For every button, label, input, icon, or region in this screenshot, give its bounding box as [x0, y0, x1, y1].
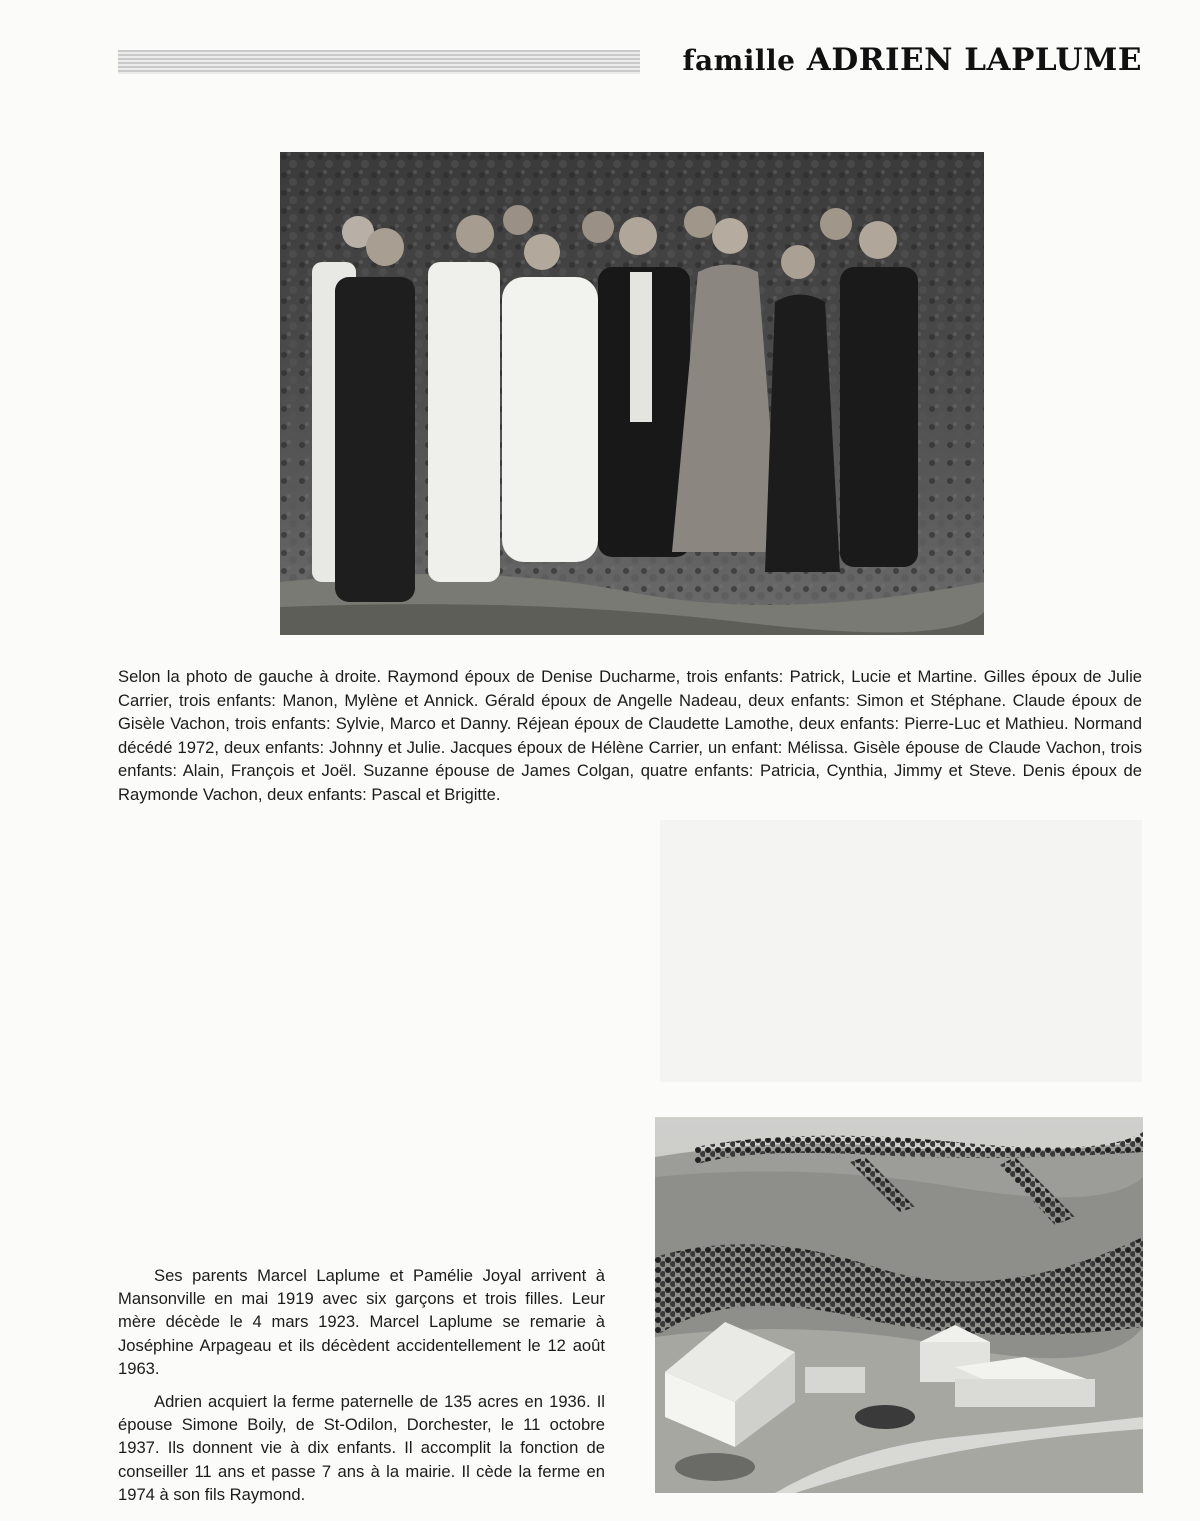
page-title — [682, 42, 1142, 78]
header-rule — [118, 50, 640, 74]
body-paragraph: Adrien acquiert la ferme paternelle de 135 acres en 1936. Il épouse Simone Boily, de St-Odilon, Dorchester, le 11 octobre 1937. Ils donnent vie à dix enfants. Il accomplit la fonction de conseiller 11 ans et passe 7 ans à la mairie. Il cède la ferme en 1974 à son fils Raymond. — [118, 1392, 605, 1504]
title-family-word: famille — [682, 44, 796, 77]
bleed-through-block — [660, 820, 1142, 1082]
title-family-name: ADRIEN LAPLUME — [806, 42, 1142, 78]
body-paragraph: Ses parents Marcel Laplume et Pamélie Joyal arrivent à Mansonville en mai 1919 avec six garçons et trois filles. Leur mère décède le 4 mars 1923. Marcel Laplume se remarie à Joséphine Arpageau et ils décèdent accidentellement le 12 août 1963. — [118, 1266, 605, 1378]
family-group-photo — [280, 152, 984, 635]
photo-caption: Selon la photo de gauche à droite. Raymond époux de Denise Ducharme, trois enfants: Patrick, Lucie et Martine. Gilles époux de Julie Carrier, trois enfants: Manon, Mylène et Annick. Gérald époux de Angelle Nadeau, deux enfants: Simon et Stéphane. Claude époux de Gisèle Vachon, trois enfants: Sylvie, Marco et Danny. Réjean époux de Claudette Lamothe, deux enfants: Pierre-Luc et Mathieu. Normand décédé 1972, deux enfants: Johnny et Julie. Jacques époux de Hélène Carrier, un enfant: Mélissa. Gisèle épouse de Claude Vachon, trois enfants: Alain, François et Joël. Suzanne épouse de James Colgan, quatre enfants: Patricia, Cynthia, Jimmy et Steve. Denis époux de Raymonde Vachon, deux enfants: Pascal et Brigitte. — [118, 667, 1142, 804]
farm-photo — [655, 1117, 1143, 1493]
body-text — [118, 1264, 605, 1506]
